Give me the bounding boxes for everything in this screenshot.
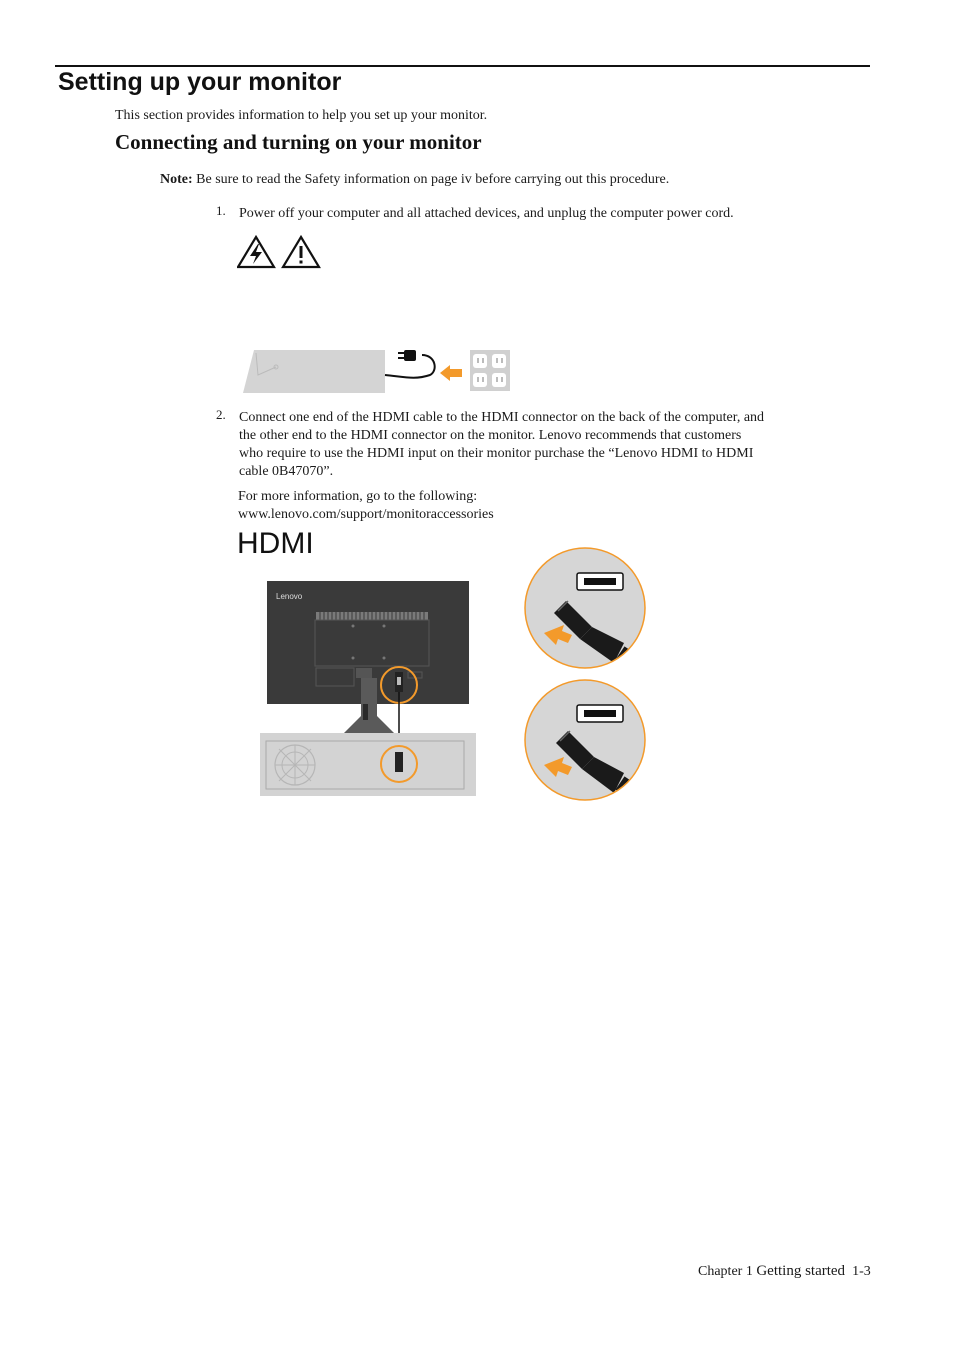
monitor-brand: Lenovo (276, 592, 303, 601)
step-1-number: 1. (216, 203, 226, 218)
heading-rule (55, 65, 870, 67)
step-2-line: Connect one end of the HDMI cable to the HDMI connector on the back of the computer, and (239, 410, 765, 425)
step-1-text (239, 205, 839, 223)
wall-outlet-icon (470, 350, 510, 391)
step-2-text (239, 409, 839, 481)
hdmi-port-icon (577, 705, 623, 722)
caution-icon (283, 237, 319, 267)
footer-page: 1-3 (845, 1264, 871, 1279)
more-info-text: For more information, go to the following: (238, 489, 478, 504)
section-title: Connecting and turning on your monitor (115, 130, 482, 154)
arrow-left-icon (440, 365, 462, 381)
step-2-line: cable 0B47070”. (239, 464, 334, 479)
step-1-line: Power off your computer and all attached devices, and unplug the computer power cord. (239, 206, 734, 221)
support-link[interactable]: www.lenovo.com/support/monitoraccessories (238, 507, 494, 522)
step-2-number: 2. (216, 407, 226, 422)
footer-chapter: Chapter 1 (698, 1264, 757, 1279)
computer-panel (243, 350, 385, 393)
hdmi-detail-computer (522, 677, 650, 805)
step-2-line: who require to use the HDMI input on their monitor purchase the “Lenovo HDMI to HDMI (239, 446, 754, 461)
electrical-hazard-icon (238, 237, 274, 267)
hdmi-connection-illustration (258, 578, 480, 798)
page-footer (698, 1263, 871, 1280)
hdmi-label: HDMI (237, 527, 314, 560)
note-text: Be sure to read the Safety information on page iv before carrying out this procedure. (192, 172, 670, 187)
warning-icons (237, 235, 323, 269)
note (160, 172, 669, 188)
power-plug-icon (398, 350, 416, 361)
footer-title: Getting started (756, 1263, 846, 1279)
hdmi-detail-monitor (522, 545, 650, 673)
hdmi-port-icon (577, 573, 623, 590)
note-label: Note: (160, 172, 193, 187)
step-2-line: the other end to the HDMI connector on the monitor. Lenovo recommends that customers (239, 428, 742, 443)
page-title: Setting up your monitor (58, 68, 342, 96)
intro-text: This section provides information to help you set up your monitor. (115, 108, 488, 123)
power-cord-illustration (240, 345, 512, 395)
more-info (238, 488, 494, 524)
fan-icon (275, 745, 315, 785)
